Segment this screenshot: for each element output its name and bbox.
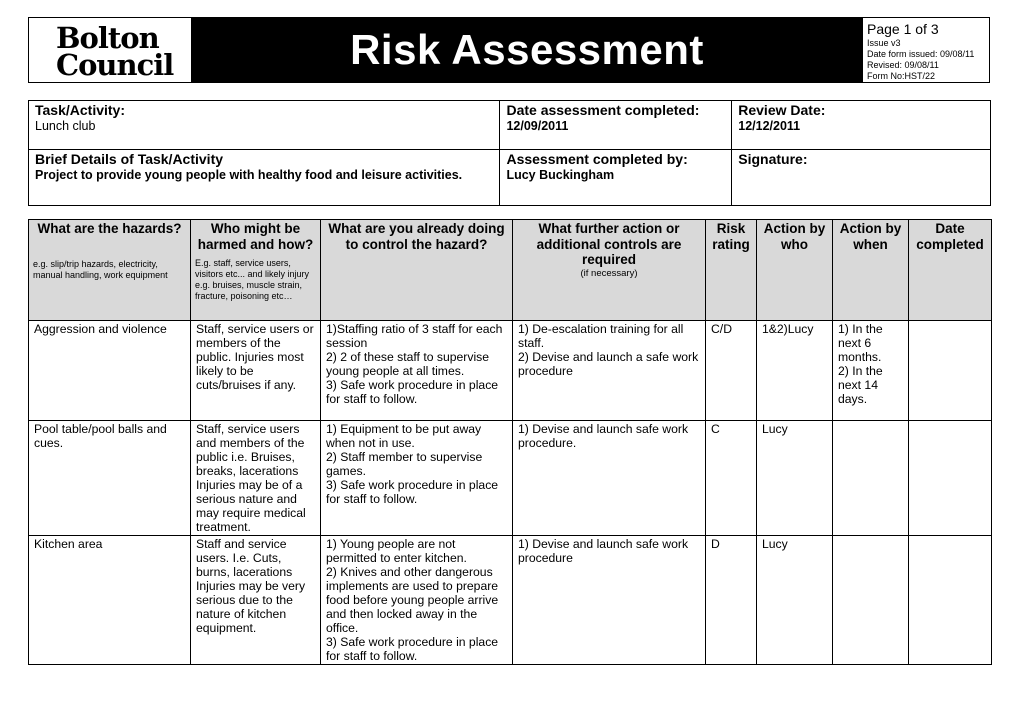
header-action-who-label: Action by who bbox=[763, 221, 826, 252]
header-who-hint: E.g. staff, service users, visitors etc... and likely injury e.g. bruises, muscle strain, fracture, poisoning etc… bbox=[195, 258, 310, 301]
logo-line-1: Bolton bbox=[56, 21, 159, 55]
date-completed-cell bbox=[909, 536, 992, 665]
header-already bbox=[321, 220, 513, 321]
who-cell: Staff and service users. I.e. Cuts, burns, lacerations Injuries may be very serious due to the nature of kitchen equipment. bbox=[191, 536, 321, 665]
action-when-cell bbox=[833, 421, 909, 536]
header-risk bbox=[706, 220, 757, 321]
table-row bbox=[29, 321, 992, 421]
header-further-hint: (if necessary) bbox=[580, 267, 638, 279]
issue-version: Issue v3 bbox=[867, 38, 901, 48]
already-cell: 1)Staffing ratio of 3 staff for each session 2) 2 of these staff to supervise young people at all times. 3) Safe work procedure in place for staff to follow. bbox=[321, 321, 513, 421]
header-date-completed bbox=[909, 220, 992, 321]
table-row bbox=[29, 421, 992, 536]
title-band bbox=[191, 18, 863, 82]
action-when-cell bbox=[833, 536, 909, 665]
header-further-label: What further action or additional controls are required bbox=[536, 221, 682, 267]
document-header bbox=[28, 17, 990, 83]
header-date-completed-label: Date completed bbox=[916, 221, 984, 252]
header-further bbox=[513, 220, 706, 321]
task-activity-value: Lunch club bbox=[35, 119, 96, 133]
table-row bbox=[29, 536, 992, 665]
risk-cell: C bbox=[706, 421, 757, 536]
header-action-when-label: Action by when bbox=[839, 221, 902, 252]
bolton-council-logo bbox=[29, 18, 191, 82]
page-number: Page 1 of 3 bbox=[867, 21, 939, 37]
hazard-cell: Kitchen area bbox=[29, 536, 191, 665]
action-who-cell: Lucy bbox=[757, 536, 833, 665]
header-who bbox=[191, 220, 321, 321]
risk-cell: D bbox=[706, 536, 757, 665]
hazard-cell: Aggression and violence bbox=[29, 321, 191, 421]
logo-line-2: Council bbox=[56, 48, 174, 82]
signature-cell[interactable] bbox=[732, 150, 991, 206]
date-completed-cell bbox=[909, 321, 992, 421]
info-row-2 bbox=[29, 150, 991, 206]
header-hazards-label: What are the hazards? bbox=[37, 221, 182, 236]
header-action-when bbox=[833, 220, 909, 321]
revised-date: Revised: 09/08/11 bbox=[867, 60, 939, 70]
who-cell: Staff, service users and members of the public i.e. Bruises, breaks, lacerations Injuries may be of a serious nature and may require medical treatment. bbox=[191, 421, 321, 536]
already-cell: 1) Young people are not permitted to enter kitchen. 2) Knives and other dangerous implements are used to prepare food before young people arrive and then locked away in the office. 3) Safe work procedure in place for staff to follow. bbox=[321, 536, 513, 665]
header-hazards bbox=[29, 220, 191, 321]
page-title: Risk Assessment bbox=[350, 26, 704, 73]
brief-details-cell bbox=[29, 150, 500, 206]
brief-details-label: Brief Details of Task/Activity bbox=[35, 151, 224, 167]
date-completed-value: 12/09/2011 bbox=[506, 119, 569, 133]
hazard-table-header bbox=[29, 220, 992, 321]
further-cell: 1) Devise and launch safe work procedure bbox=[513, 536, 706, 665]
form-number: Form No:HST/22 bbox=[867, 71, 936, 81]
completed-by-label: Assessment completed by: bbox=[506, 151, 688, 167]
action-who-cell: Lucy bbox=[757, 421, 833, 536]
header-hazards-hint: e.g. slip/trip hazards, electricity, manual handling, work equipment bbox=[33, 258, 168, 280]
assessment-info-table bbox=[28, 100, 991, 206]
date-completed-cell bbox=[500, 101, 732, 150]
signature-label: Signature: bbox=[738, 151, 808, 167]
date-completed-cell bbox=[909, 421, 992, 536]
review-date-value: 12/12/2011 bbox=[738, 119, 801, 133]
review-date-label: Review Date: bbox=[738, 102, 826, 118]
header-action-who bbox=[757, 220, 833, 321]
further-cell: 1) Devise and launch safe work procedure. bbox=[513, 421, 706, 536]
hazard-table bbox=[28, 219, 992, 665]
brief-details-value: Project to provide young people with healthy food and leisure activities. bbox=[35, 168, 463, 182]
review-date-cell bbox=[732, 101, 991, 150]
date-completed-label: Date assessment completed: bbox=[506, 102, 700, 118]
header-who-label: Who might be harmed and how? bbox=[197, 221, 314, 252]
who-cell: Staff, service users or members of the public. Injuries most likely to be cuts/bruises if any. bbox=[191, 321, 321, 421]
header-risk-label: Risk rating bbox=[712, 221, 750, 252]
hazard-cell: Pool table/pool balls and cues. bbox=[29, 421, 191, 536]
further-cell: 1) De-escalation training for all staff. 2) Devise and launch a safe work procedure bbox=[513, 321, 706, 421]
form-metadata bbox=[863, 18, 989, 82]
date-form-issued: Date form issued: 09/08/11 bbox=[867, 49, 975, 59]
action-when-cell: 1) In the next 6 months. 2) In the next 14 days. bbox=[833, 321, 909, 421]
task-activity-cell bbox=[29, 101, 500, 150]
completed-by-value: Lucy Buckingham bbox=[506, 168, 615, 182]
header-already-label: What are you already doing to control the hazard? bbox=[328, 221, 505, 252]
task-activity-label: Task/Activity: bbox=[35, 102, 125, 118]
info-row-1 bbox=[29, 101, 991, 150]
action-who-cell: 1&2)Lucy bbox=[757, 321, 833, 421]
risk-cell: C/D bbox=[706, 321, 757, 421]
completed-by-cell bbox=[500, 150, 732, 206]
already-cell: 1) Equipment to be put away when not in use. 2) Staff member to supervise games. 3) Safe work procedure in place for staff to follow. bbox=[321, 421, 513, 536]
